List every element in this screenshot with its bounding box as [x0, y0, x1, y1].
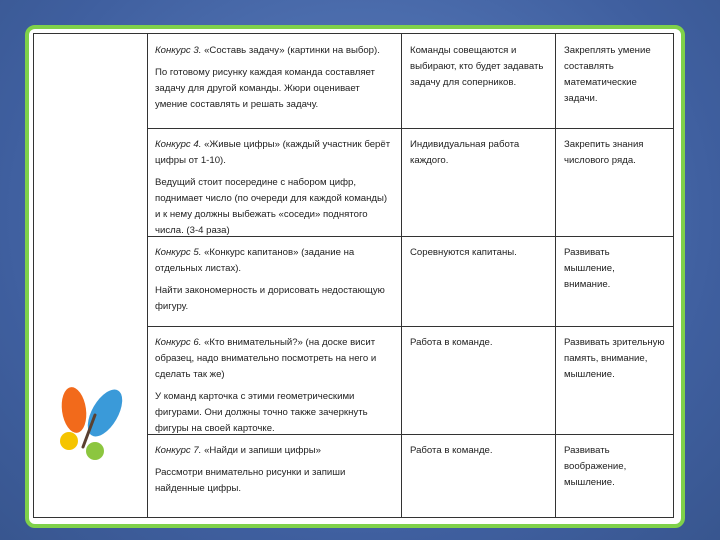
table-row-5-goal: Развивать воображение, мышление. [564, 445, 627, 488]
task-note: У команд карточка с этими геометрическими фигурами. Они должны точно также зачеркнуть фигуры на своей карточке. [155, 391, 368, 434]
task-title: Конкурс 5. [155, 247, 202, 258]
task-text: «Живые цифры» (каждый участник берёт цифры от 1-10). [155, 139, 391, 166]
table-row-4-form: Работа в команде. [410, 337, 493, 348]
task-note: По готовому рисунку каждая команда составляет задачу для другой команды. Жюри оценивает умение составлять и решать задачу. [155, 67, 375, 110]
table-row-1-task [155, 43, 393, 113]
table-row-5-form: Работа в команде. [410, 445, 493, 456]
table-row-4-task [155, 335, 393, 437]
task-text: «Составь задачу» (картинки на выбор). [201, 45, 380, 56]
row-divider [147, 128, 673, 129]
row-divider [147, 326, 673, 327]
table-row-2-task [155, 137, 393, 239]
table-row-3-task [155, 245, 393, 315]
task-title: Конкурс 4. [155, 139, 202, 150]
column-divider [555, 34, 556, 517]
column-divider [147, 34, 148, 517]
table-row-2-form: Индивидуальная работа каждого. [410, 139, 520, 166]
table-row-1-goal: Закреплять умение составлять математические задачи. [564, 45, 651, 104]
table-row-2-goal: Закрепить знания числового ряда. [564, 139, 644, 166]
column-divider [401, 34, 402, 517]
table-row-3-goal: Развивать мышление, внимание. [564, 247, 615, 290]
task-title: Конкурс 7. [155, 445, 202, 456]
table-row-4-goal: Развивать зрительную память, внимание, мышление. [564, 337, 665, 380]
task-note: Ведущий стоит посередине с набором цифр, поднимает число (по очереди для каждой команды) и к нему должны выбежать «соседи» поднятого числа. (3-4 раза) [155, 177, 388, 236]
task-text: «Кто внимательный?» (на доске висит образец, надо внимательно посмотреть на него и сделать так же) [155, 337, 377, 380]
task-note: Рассмотри внимательно рисунки и запиши найденные цифры. [155, 467, 346, 494]
table-row-5-task [155, 443, 393, 497]
table-row-3-form: Соревнуются капитаны. [410, 247, 517, 258]
butterfly-icon [55, 375, 135, 465]
task-text: «Конкурс капитанов» (задание на отдельных листах). [155, 247, 355, 274]
task-title: Конкурс 3. [155, 45, 202, 56]
task-note: Найти закономерность и дорисовать недостающую фигуру. [155, 285, 385, 312]
table-row-1-form: Команды совещаются и выбирают, кто будет задавать задачу для соперников. [410, 45, 544, 88]
task-text: «Найди и запиши цифры» [201, 445, 322, 456]
task-title: Конкурс 6. [155, 337, 202, 348]
